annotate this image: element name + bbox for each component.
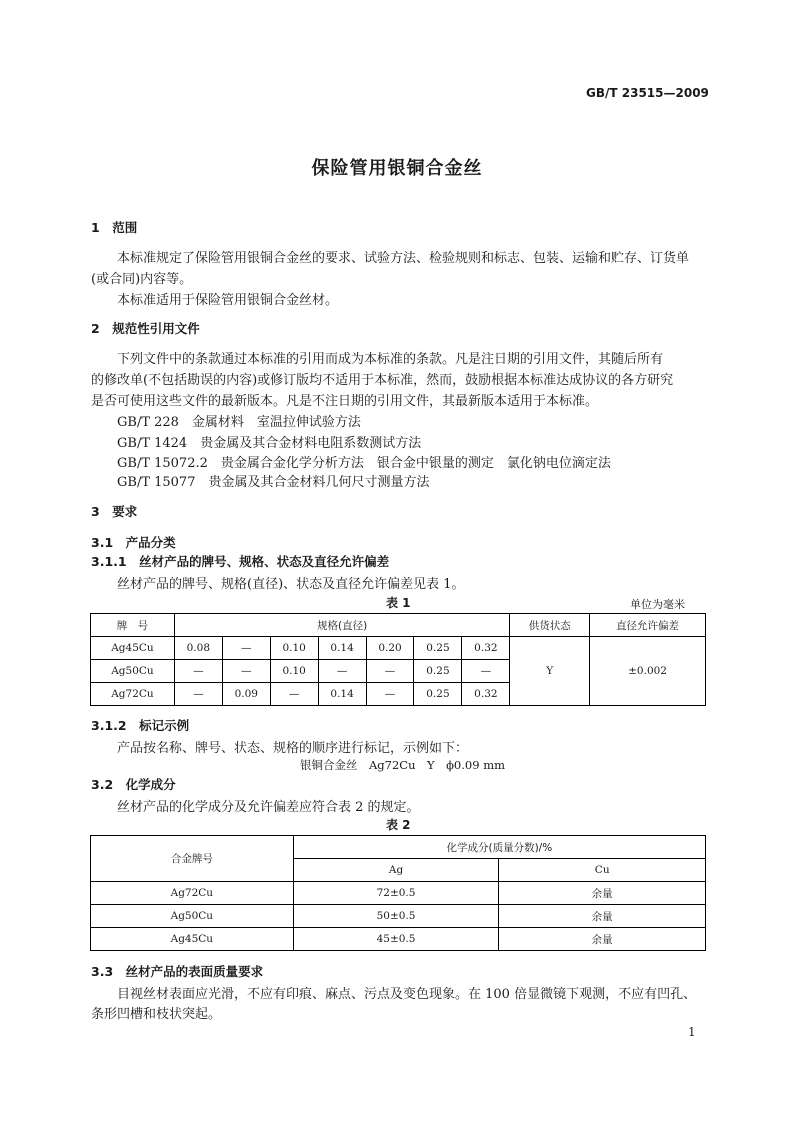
table-row: [91, 882, 706, 905]
standard-code: GB/T 23515—2009: [586, 86, 709, 100]
cell-cu: 余量: [499, 928, 706, 951]
table-2-header-row: [91, 836, 706, 859]
cell-spec: 0.25: [414, 660, 462, 683]
cell-ag: 45±0.5: [293, 928, 499, 951]
cell-spec: 0.08: [174, 637, 222, 660]
subsection-3-3-text: 目视丝材表面应光滑，不应有印痕、麻点、污点及变色现象。在 100 倍显微镜下观测，不应有凹孔、: [117, 987, 697, 1002]
cell-ag: 72±0.5: [293, 882, 499, 905]
cell-grade: Ag45Cu: [91, 637, 175, 660]
cell-spec: 0.32: [462, 683, 510, 706]
header-ag: Ag: [293, 859, 499, 882]
cell-spec: 0.14: [318, 683, 366, 706]
subsection-3-1-heading: 3.1 产品分类: [91, 535, 176, 550]
cell-spec: —: [318, 660, 366, 683]
table-1-header-row: [91, 614, 706, 637]
section-3-heading: 3 要求: [91, 504, 138, 519]
cell-grade: Ag72Cu: [91, 683, 175, 706]
cell-tolerance: ±0.002: [590, 637, 706, 706]
cell-ag: 50±0.5: [293, 905, 499, 928]
section-2-paragraph: 下列文件中的条款通过本标准的引用而成为本标准的条款。凡是注日期的引用文件，其随后所有: [117, 352, 664, 367]
cell-spec: 0.10: [270, 637, 318, 660]
subsection-3-3-text-cont: 条形凹槽和枝状突起。: [91, 1007, 222, 1022]
cell-spec: 0.25: [414, 637, 462, 660]
reference-item: GB/T 228 金属材料 室温拉伸试验方法: [117, 415, 361, 430]
cell-grade: Ag72Cu: [91, 882, 294, 905]
subsection-3-3-heading: 3.3 丝材产品的表面质量要求: [91, 964, 264, 979]
subsection-3-1-2-text: 产品按名称、牌号、状态、规格的顺序进行标记，示例如下：: [117, 741, 469, 756]
header-composition: 化学成分(质量分数)/%: [293, 836, 705, 859]
cell-state: Y: [510, 637, 590, 706]
table-2: [90, 835, 706, 951]
section-2-heading: 2 规范性引用文件: [91, 321, 200, 336]
cell-spec: 0.14: [318, 637, 366, 660]
cell-spec: 0.09: [222, 683, 270, 706]
subsection-3-2-text: 丝材产品的化学成分及允许偏差应符合表 2 的规定。: [117, 800, 420, 815]
marking-example: 银铜合金丝 Ag72Cu Y ϕ0.09 mm: [300, 758, 506, 772]
cell-spec: 0.20: [366, 637, 414, 660]
reference-item: GB/T 1424 贵金属及其合金材料电阻系数测试方法: [117, 436, 422, 451]
cell-cu: 余量: [499, 905, 706, 928]
cell-spec: 0.25: [414, 683, 462, 706]
cell-spec: —: [222, 660, 270, 683]
cell-spec: 0.10: [270, 660, 318, 683]
header-tolerance: 直径允许偏差: [590, 614, 706, 637]
cell-spec: —: [366, 683, 414, 706]
cell-spec: —: [222, 637, 270, 660]
table-1: [90, 613, 706, 706]
reference-item: GB/T 15072.2 贵金属合金化学分析方法 银合金中银量的测定 氯化钠电位滴定法: [117, 456, 611, 471]
header-cu: Cu: [499, 859, 706, 882]
cell-grade: Ag50Cu: [91, 660, 175, 683]
cell-cu: 余量: [499, 882, 706, 905]
cell-spec: —: [174, 683, 222, 706]
reference-item: GB/T 15077 贵金属及其合金材料几何尺寸测量方法: [117, 475, 430, 490]
section-2-paragraph-cont-2: 是否可使用这些文件的最新版本。凡是不注日期的引用文件，其最新版本适用于本标准。: [91, 394, 599, 409]
subsection-3-2-heading: 3.2 化学成分: [91, 777, 176, 792]
cell-spec: —: [366, 660, 414, 683]
cell-spec: —: [462, 660, 510, 683]
section-2-paragraph-cont-1: 的修改单(不包括勘误的内容)或修订版均不适用于本标准，然而，鼓励根据本标准达成协议的各方研究: [91, 373, 674, 388]
header-spec: 规格(直径): [174, 614, 509, 637]
section-1-heading: 1 范围: [91, 220, 138, 235]
subsection-3-1-2-heading: 3.1.2 标记示例: [91, 718, 190, 733]
table-2-caption: 表 2: [386, 818, 411, 832]
cell-grade: Ag45Cu: [91, 928, 294, 951]
document-title: 保险管用银铜合金丝: [311, 158, 483, 179]
table-1-caption: 表 1: [386, 596, 411, 610]
subsection-3-1-1-heading: 3.1.1 丝材产品的牌号、规格、状态及直径允许偏差: [91, 554, 390, 569]
section-1-paragraph-1-cont: (或合同)内容等。: [91, 272, 193, 287]
header-alloy-grade: 合金牌号: [91, 836, 294, 882]
section-1-paragraph-2: 本标准适用于保险管用银铜合金丝材。: [117, 293, 339, 308]
subsection-3-1-1-text: 丝材产品的牌号、规格(直径)、状态及直径允许偏差见表 1。: [117, 577, 465, 592]
cell-grade: Ag50Cu: [91, 905, 294, 928]
cell-spec: —: [174, 660, 222, 683]
table-row: [91, 637, 706, 660]
cell-spec: 0.32: [462, 637, 510, 660]
section-1-paragraph-1: 本标准规定了保险管用银铜合金丝的要求、试验方法、检验规则和标志、包装、运输和贮存、订货单: [117, 251, 690, 266]
cell-spec: —: [270, 683, 318, 706]
header-grade: 牌 号: [91, 614, 175, 637]
page-number: 1: [688, 1025, 696, 1039]
header-state: 供货状态: [510, 614, 590, 637]
table-row: [91, 928, 706, 951]
table-1-unit: 单位为毫米: [630, 598, 685, 611]
table-row: [91, 905, 706, 928]
